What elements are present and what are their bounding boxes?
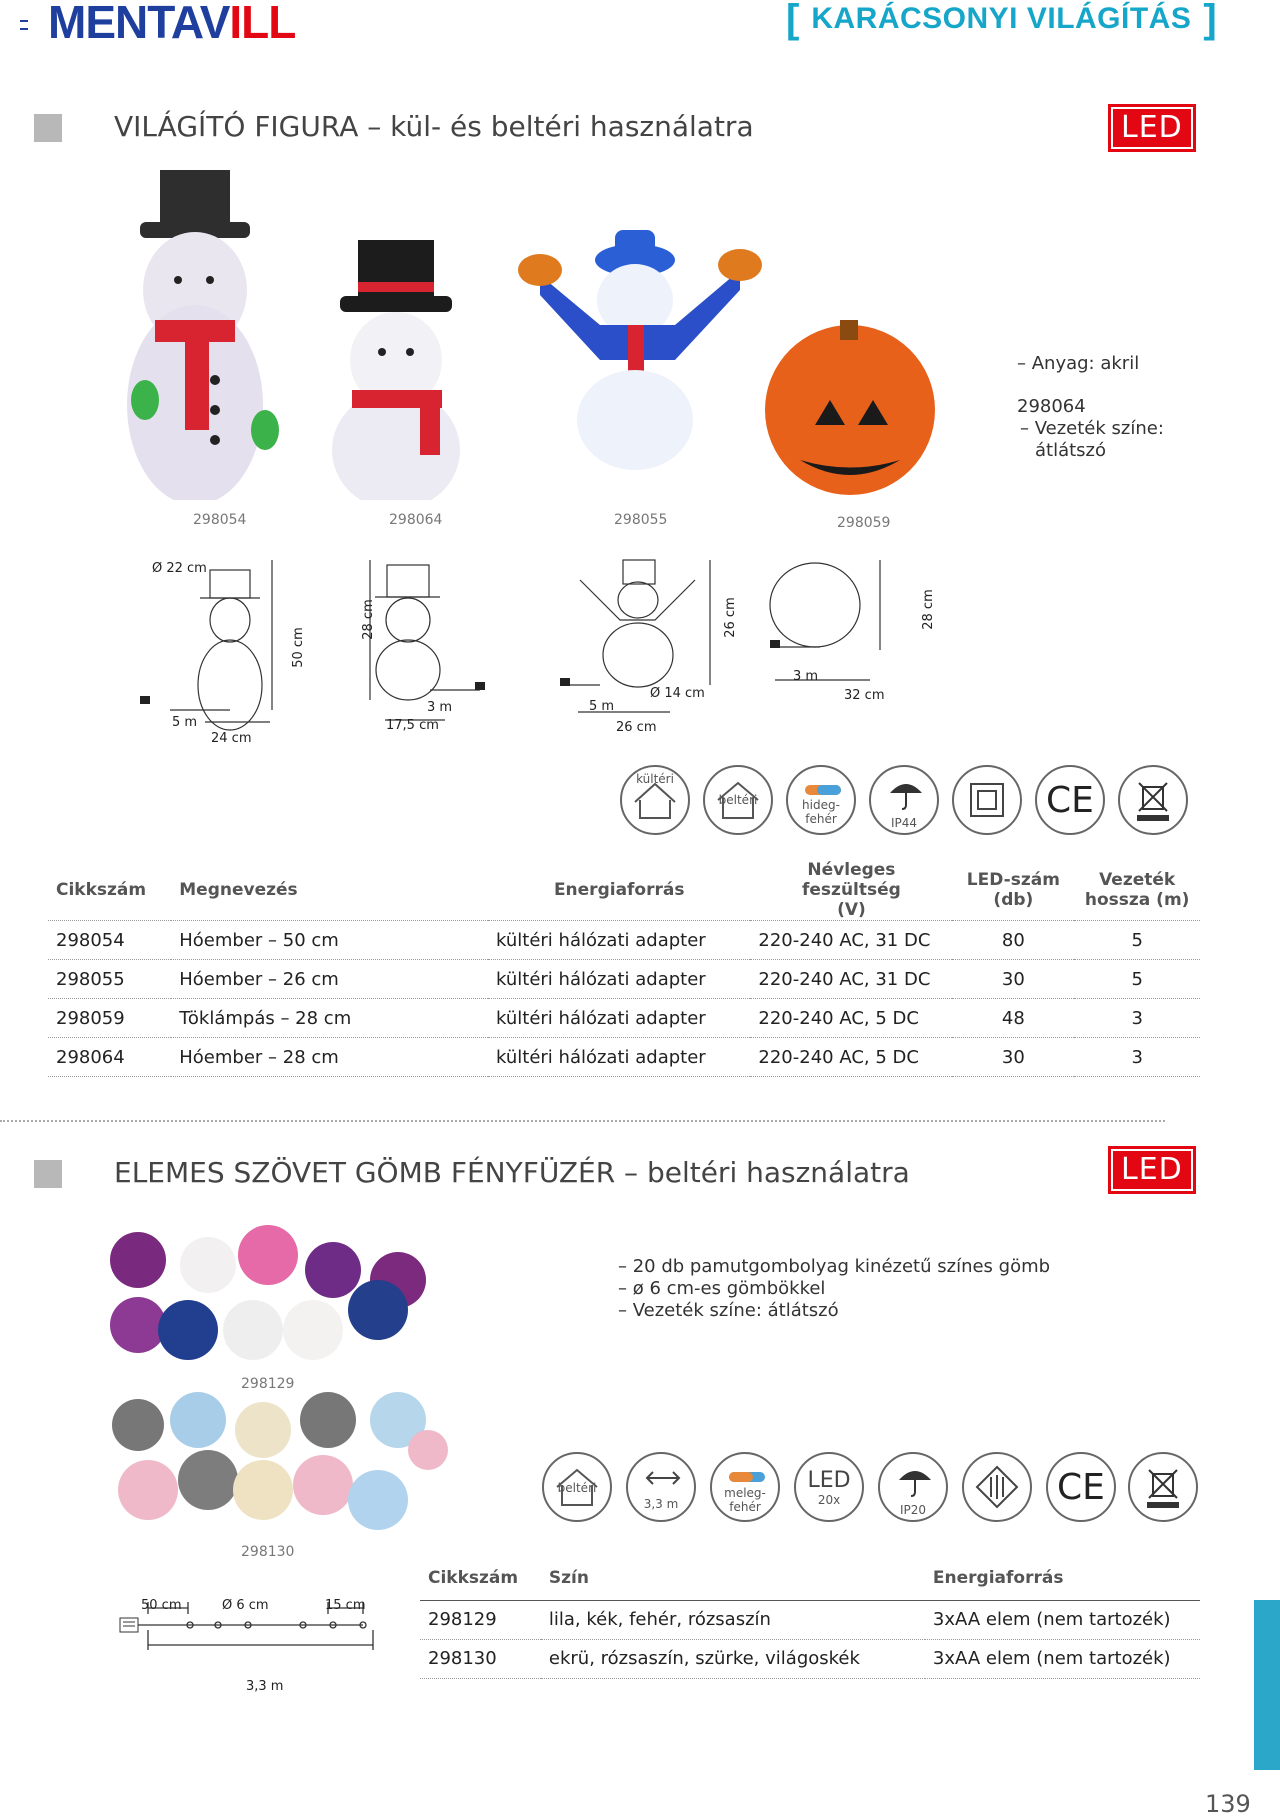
ball-table (420, 1556, 1200, 1679)
col-header: Megnevezés (179, 880, 298, 900)
col-header: Cikkszám (428, 1567, 519, 1588)
col-header: Vezeték hossza (m) (1084, 870, 1190, 910)
dimension-drawings (130, 550, 950, 750)
cable-note-value: átlátszó (1035, 440, 1107, 461)
led-badge: LED (1108, 104, 1196, 152)
snowman-hat-image (332, 240, 460, 500)
image-code: 298059 (837, 515, 891, 531)
image-code: 298055 (614, 512, 668, 528)
snowman-arms-image (518, 230, 762, 470)
note-code: 298064 (1017, 396, 1086, 417)
ball-string-298130 (112, 1392, 448, 1530)
image-code: 298054 (193, 512, 247, 528)
dim-label: Ø 6 cm (222, 1598, 269, 1613)
dim-label: Ø 22 cm (152, 561, 207, 576)
dim-label: 26 cm (722, 597, 738, 638)
col-header: Szín (548, 1567, 589, 1588)
col-header: LED-szám (db) (966, 870, 1060, 910)
weee-icon (1118, 765, 1188, 835)
length-label: 3,3 m (643, 1497, 679, 1511)
section-marker (34, 114, 62, 142)
page-number: 139 (1205, 1790, 1251, 1818)
ce-icon: CE (1035, 765, 1105, 835)
cable-note: – Vezeték színe: (1020, 418, 1164, 439)
product-images (100, 160, 960, 500)
length-icon (626, 1452, 696, 1522)
class3-icon (962, 1452, 1032, 1522)
snowman-large-image (127, 170, 279, 500)
col-header: Energiaforrás (553, 880, 685, 900)
dim-label: 3 m (793, 669, 819, 684)
category-title: [ KARÁCSONYI VILÁGÍTÁS ] (786, 0, 1217, 41)
ip20-label: IP20 (899, 1503, 927, 1517)
dim-label: 15 cm (325, 1598, 366, 1613)
indoor-label: beltéri (557, 1481, 597, 1495)
ball-string-298129 (110, 1225, 426, 1360)
section-divider (0, 1120, 1165, 1122)
dim-label: 17,5 cm (386, 718, 439, 733)
table-row: 298059 Töklámpás – 28 cm kültéri hálózati adapter 220-240 AC, 5 DC 48 3 (48, 999, 1200, 1038)
table-row: 298064 Hóember – 28 cm kültéri hálózati adapter 220-240 AC, 5 DC 30 3 (48, 1038, 1200, 1077)
table-row: 298130 ekrü, rózsaszín, szürke, világoskék 3xAA elem (nem tartozék) (420, 1639, 1200, 1678)
class2-icon (952, 765, 1022, 835)
image-code: 298130 (241, 1544, 295, 1560)
led-count-icon: LED 20x (794, 1452, 864, 1522)
dim-label: 5 m (589, 699, 615, 714)
cool-white-label: hideg- fehér (802, 798, 840, 826)
warm-white-label: meleg- fehér (724, 1486, 766, 1514)
table-row: 298055 Hóember – 26 cm kültéri hálózati adapter 220-240 AC, 31 DC 30 5 (48, 960, 1200, 999)
pumpkin-image (765, 320, 935, 495)
section1-title: VILÁGÍTÓ FIGURA – kül- és beltéri használatra (114, 110, 754, 143)
dim-label: 26 cm (616, 720, 657, 735)
col-header: Energiaforrás (932, 1567, 1064, 1588)
image-code: 298064 (389, 512, 443, 528)
feature-note: – Vezeték színe: átlátszó (618, 1300, 839, 1321)
dim-label: 24 cm (211, 731, 252, 746)
section2-title: ELEMES SZÖVET GÖMB FÉNYFÜZÉR – beltéri használatra (114, 1156, 910, 1189)
indoor-label: beltéri (718, 793, 758, 807)
brand-logo: MENTAVILL (48, 0, 296, 48)
dim-label: 32 cm (844, 688, 885, 703)
dim-label: 50 cm (290, 627, 306, 668)
outdoor-label: kültéri (636, 772, 674, 786)
image-code: 298129 (241, 1376, 295, 1392)
col-header: Névleges feszültség (V) (802, 860, 901, 920)
dim-label: 28 cm (920, 589, 936, 630)
weee-icon (1128, 1452, 1198, 1522)
dim-label: 3,3 m (246, 1679, 284, 1694)
brand-mark (20, 20, 28, 30)
ce-icon: CE (1046, 1452, 1116, 1522)
ip44-label: IP44 (890, 816, 918, 830)
dim-label: Ø 14 cm (650, 686, 705, 701)
feature-note: – ø 6 cm-es gömbökkel (618, 1278, 826, 1299)
dim-label: 50 cm (141, 1598, 182, 1613)
table-row: 298129 lila, kék, fehér, rózsaszín 3xAA elem (nem tartozék) (420, 1600, 1200, 1639)
dim-label: 5 m (172, 715, 198, 730)
section-marker (34, 1160, 62, 1188)
dim-label: 28 cm (360, 599, 376, 640)
table-row: 298054 Hóember – 50 cm kültéri hálózati adapter 220-240 AC, 31 DC 80 5 (48, 921, 1200, 960)
product-table (48, 860, 1200, 1077)
led-badge: LED (1108, 1146, 1196, 1194)
dim-label: 3 m (427, 700, 453, 715)
col-header: Cikkszám (56, 880, 147, 900)
section-tab (1254, 1600, 1280, 1770)
material-note: – Anyag: akril (1017, 353, 1140, 374)
feature-note: – 20 db pamutgombolyag kinézetű színes gömb (618, 1256, 1051, 1277)
